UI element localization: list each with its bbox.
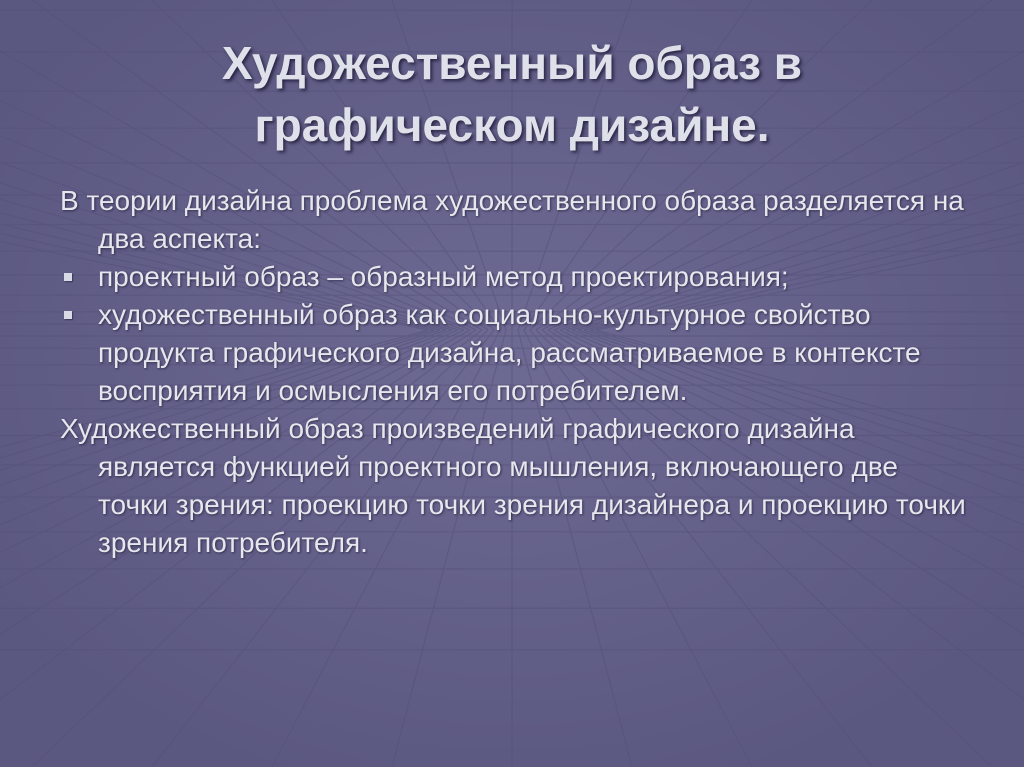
conclusion-paragraph: Художественный образ произведений графического дизайна является функцией проектного мышления, включающего две точки зрения: проекцию точки зрения дизайнера и проекцию точки зрения потребителя. (60, 413, 966, 558)
square-bullet-icon (64, 311, 72, 319)
square-bullet-icon (64, 273, 72, 281)
slide-title (40, 32, 984, 156)
title-line-1: Художественный образ в (221, 37, 803, 89)
slide-body (60, 182, 970, 562)
bullet-text-1: проектный образ – образный метод проектирования; (98, 261, 789, 292)
bullet-item-2 (60, 296, 970, 410)
bullet-item-1 (60, 258, 970, 296)
title-line-2: графическом дизайне. (254, 99, 770, 151)
intro-paragraph: В теории дизайна проблема художественного образа разделяется на два аспекта: (60, 185, 964, 254)
bullet-text-2: художественный образ как социально-культурное свойство продукта графического дизайна, рассматриваемое в контексте восприятия и осмысления его потребителем. (98, 299, 921, 406)
